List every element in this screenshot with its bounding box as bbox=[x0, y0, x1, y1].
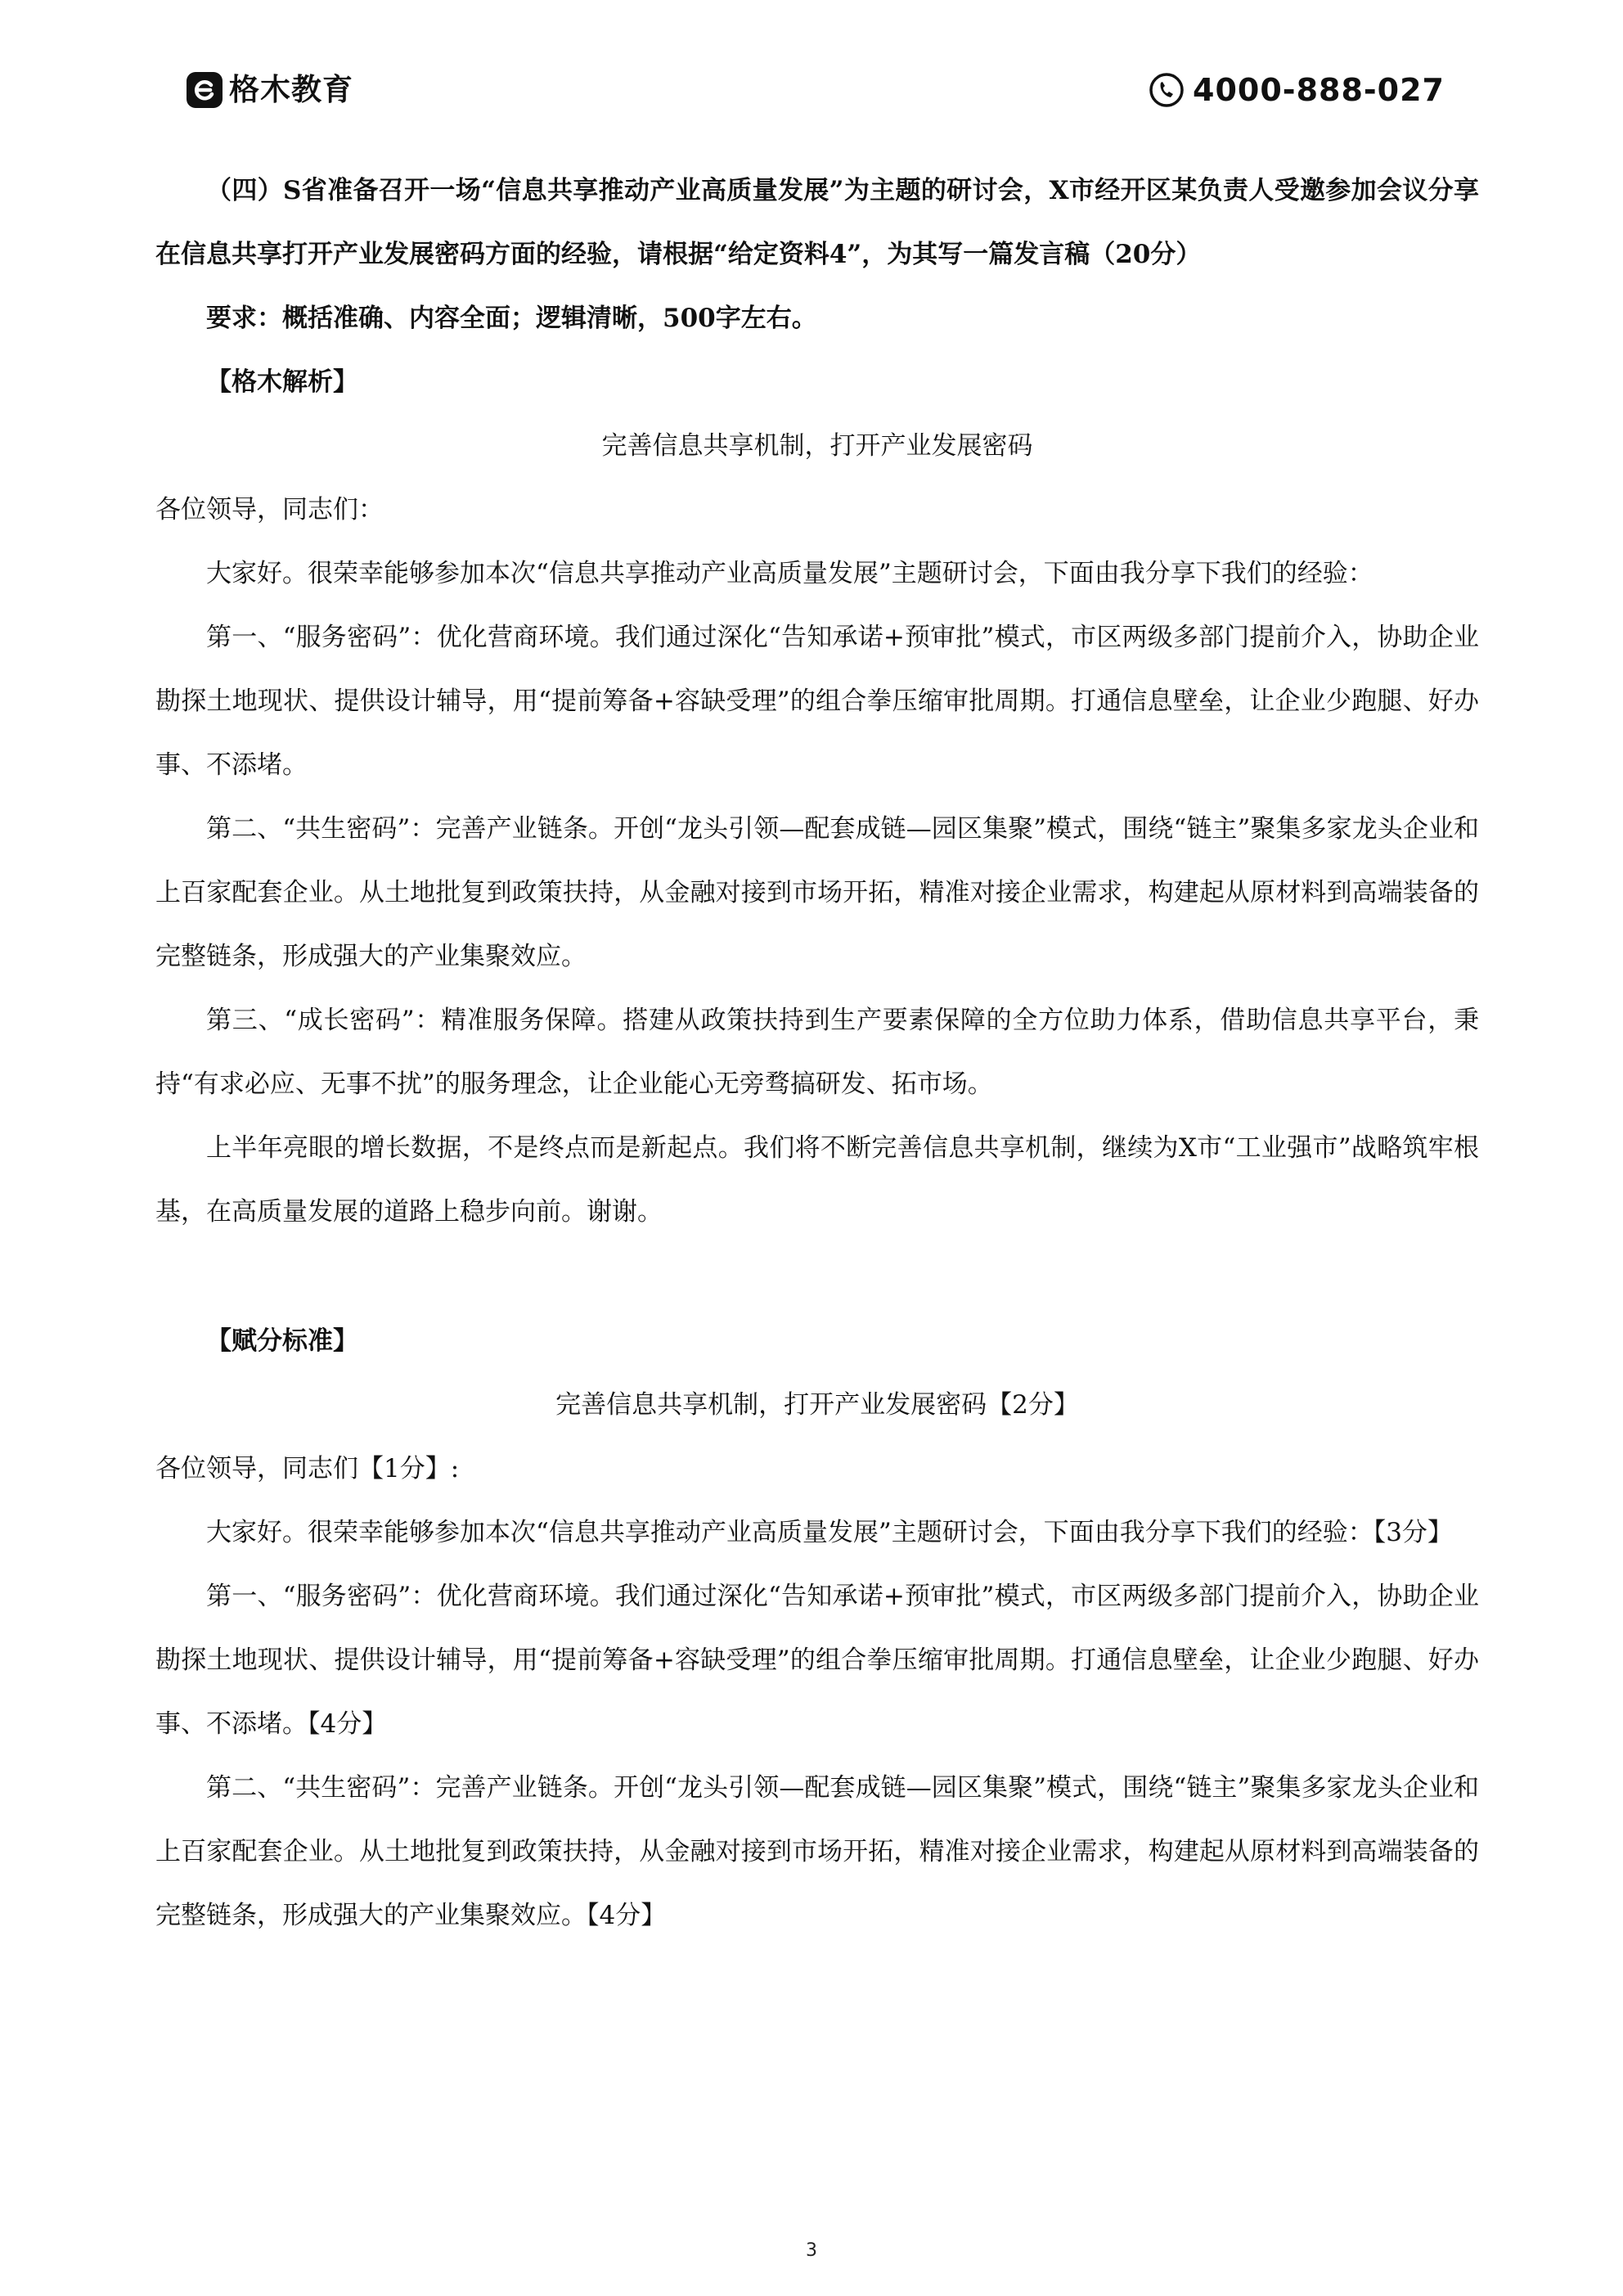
scoring-heading: 【赋分标准】 bbox=[206, 1326, 358, 1356]
scoring-title: 完善信息共享机制，打开产业发展密码【2分】 bbox=[555, 1390, 1079, 1420]
scoring-salutation: 各位领导，同志们【1分】: bbox=[155, 1454, 460, 1483]
document-body bbox=[155, 159, 1479, 1947]
brand-logo bbox=[187, 72, 353, 108]
scoring-paragraph: 大家好。很荣幸能够参加本次“信息共享推动产业高质量发展”主题研讨会，下面由我分享下我们的经验：【3分】 bbox=[206, 1518, 1453, 1547]
analysis-paragraph: 第二、“共生密码”：完善产业链条。开创“龙头引领—配套成链—园区集聚”模式，围绕“链主”聚集多家龙头企业和上百家配套企业。从土地批复到政策扶持，从金融对接到市场开拓，精准对接企业需求，构建起从原材料到高端装备的完整链条，形成强大的产业集聚效应。 bbox=[155, 814, 1479, 971]
scoring-paragraph: 第一、“服务密码”：优化营商环境。我们通过深化“告知承诺+预审批”模式，市区两级多部门提前介入，协助企业勘探土地现状、提供设计辅导，用“提前筹备+容缺受理”的组合拳压缩审批周期。打通信息壁垒，让企业少跑腿、好办事、不添堵。【4分】 bbox=[155, 1582, 1479, 1739]
analysis-title: 完善信息共享机制，打开产业发展密码 bbox=[601, 431, 1033, 461]
analysis-paragraph: 上半年亮眼的增长数据，不是终点而是新起点。我们将不断完善信息共享机制，继续为X市“工业强市”战略筑牢根基，在高质量发展的道路上稳步向前。谢谢。 bbox=[155, 1133, 1479, 1227]
section-gap bbox=[155, 1244, 1479, 1309]
scoring-paragraph: 第二、“共生密码”：完善产业链条。开创“龙头引领—配套成链—园区集聚”模式，围绕“链主”聚集多家龙头企业和上百家配套企业。从土地批复到政策扶持，从金融对接到市场开拓，精准对接企业需求，构建起从原材料到高端装备的完整链条，形成强大的产业集聚效应。【4分】 bbox=[155, 1773, 1479, 1930]
hotline bbox=[1149, 72, 1445, 108]
analysis-paragraph: 第一、“服务密码”：优化营商环境。我们通过深化“告知承诺+预审批”模式，市区两级多部门提前介入，协助企业勘探土地现状、提供设计辅导，用“提前筹备+容缺受理”的组合拳压缩审批周期。打通信息壁垒，让企业少跑腿、好办事、不添堵。 bbox=[155, 623, 1479, 780]
analysis-salutation: 各位领导，同志们： bbox=[155, 495, 384, 524]
phone-number: 4000-888-027 bbox=[1193, 72, 1445, 108]
logo-e-icon bbox=[187, 72, 223, 108]
question-requirement: 要求：概括准确、内容全面；逻辑清晰，500字左右。 bbox=[206, 304, 817, 333]
page-number: 3 bbox=[806, 2240, 817, 2261]
analysis-paragraph: 第三、“成长密码”：精准服务保障。搭建从政策扶持到生产要素保障的全方位助力体系，借助信息共享平台，秉持“有求必应、无事不扰”的服务理念，让企业能心无旁骛搞研发、拓市场。 bbox=[155, 1006, 1479, 1099]
analysis-paragraph: 大家好。很荣幸能够参加本次“信息共享推动产业高质量发展”主题研讨会，下面由我分享下我们的经验： bbox=[206, 559, 1373, 588]
page-header bbox=[0, 0, 1623, 164]
logo-text: 格木教育 bbox=[229, 72, 353, 107]
phone-icon bbox=[1149, 72, 1185, 108]
question-prompt: （四）S省准备召开一场“信息共享推动产业高质量发展”为主题的研讨会，X市经开区某负责人受邀参加会议分享在信息共享打开产业发展密码方面的经验，请根据“给定资料4”，为其写一篇发言稿（20分） bbox=[155, 176, 1479, 269]
analysis-heading: 【格木解析】 bbox=[206, 367, 358, 397]
